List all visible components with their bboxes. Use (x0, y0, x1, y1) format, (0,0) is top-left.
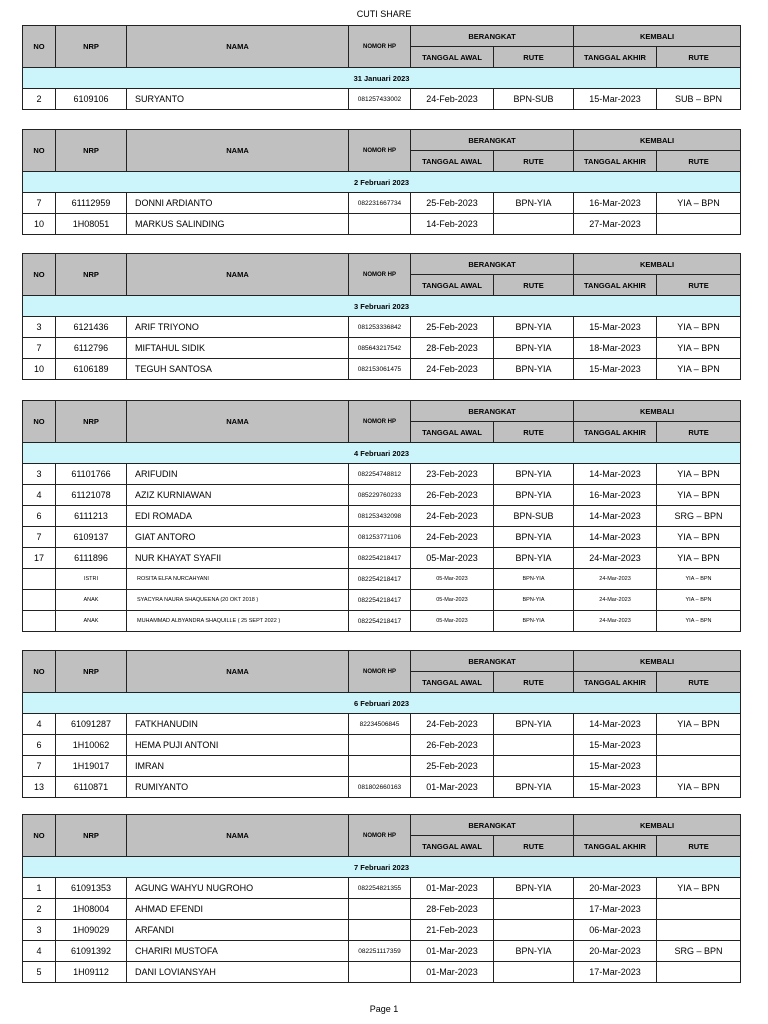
cell-tanggal-akhir: 15-Mar-2023 (574, 317, 657, 338)
header-rute-kembali: RUTE (657, 47, 741, 68)
cell-rute-berangkat: BPN-SUB (494, 506, 574, 527)
cell-nomor-hp (349, 214, 411, 235)
section-date: 2 Februari 2023 (23, 172, 741, 193)
cell-nrp: 61121078 (56, 485, 127, 506)
cell-rute-kembali (657, 735, 741, 756)
header-nrp: NRP (56, 26, 127, 68)
cell-rute-kembali: YIA – BPN (657, 317, 741, 338)
header-tanggal-awal: TANGGAL AWAL (411, 151, 494, 172)
cell-rute-kembali: YIA – BPN (657, 338, 741, 359)
header-kembali: KEMBALI (574, 815, 741, 836)
cell-rute-kembali (657, 920, 741, 941)
cell-nomor-hp: 085643217542 (349, 338, 411, 359)
cell-tanggal-awal: 01-Mar-2023 (411, 777, 494, 798)
cell-nama: AZIZ KURNIAWAN (127, 485, 349, 506)
cell-tanggal-akhir: 24-Mar-2023 (574, 590, 657, 611)
cell-tanggal-akhir: 15-Mar-2023 (574, 777, 657, 798)
header-tanggal-awal: TANGGAL AWAL (411, 836, 494, 857)
cell-nama: EDI ROMADA (127, 506, 349, 527)
cell-rute-kembali: YIA – BPN (657, 485, 741, 506)
leave-table (22, 25, 741, 110)
header-tanggal-awal: TANGGAL AWAL (411, 47, 494, 68)
header-nomor-hp: NOMOR HP (349, 651, 411, 693)
cell-rute-kembali (657, 214, 741, 235)
cell-nrp: 61091287 (56, 714, 127, 735)
header-berangkat: BERANGKAT (411, 254, 574, 275)
cell-rute-kembali (657, 756, 741, 777)
header-nomor-hp: NOMOR HP (349, 26, 411, 68)
cell-tanggal-awal: 24-Feb-2023 (411, 714, 494, 735)
cell-tanggal-akhir: 15-Mar-2023 (574, 756, 657, 777)
cell-rute-kembali: YIA – BPN (657, 527, 741, 548)
cell-tanggal-awal: 21-Feb-2023 (411, 920, 494, 941)
table-row (23, 941, 741, 962)
header-no: NO (23, 130, 56, 172)
cell-nama: HEMA PUJI ANTONI (127, 735, 349, 756)
header-berangkat: BERANGKAT (411, 130, 574, 151)
cell-tanggal-awal: 25-Feb-2023 (411, 193, 494, 214)
cell-tanggal-awal: 01-Mar-2023 (411, 941, 494, 962)
cell-no: 7 (23, 338, 56, 359)
cell-nrp: 1H19017 (56, 756, 127, 777)
cell-tanggal-awal: 28-Feb-2023 (411, 899, 494, 920)
cell-rute-kembali (657, 899, 741, 920)
header-nrp: NRP (56, 130, 127, 172)
cell-tanggal-akhir: 16-Mar-2023 (574, 485, 657, 506)
cell-nomor-hp: 82234506845 (349, 714, 411, 735)
table-row (23, 920, 741, 941)
cell-nama: MARKUS SALINDING (127, 214, 349, 235)
cell-no: 6 (23, 735, 56, 756)
cell-tanggal-awal: 05-Mar-2023 (411, 548, 494, 569)
cell-nama: SURYANTO (127, 89, 349, 110)
header-berangkat: BERANGKAT (411, 401, 574, 422)
cell-nrp: 6111896 (56, 548, 127, 569)
header-tanggal-awal: TANGGAL AWAL (411, 275, 494, 296)
table-row (23, 527, 741, 548)
cell-nama: MIFTAHUL SIDIK (127, 338, 349, 359)
cell-no: 5 (23, 962, 56, 983)
cell-rute-berangkat (494, 735, 574, 756)
cell-no (23, 569, 56, 590)
cell-nrp: 1H08004 (56, 899, 127, 920)
table-row (23, 506, 741, 527)
cell-no: 7 (23, 756, 56, 777)
section-date: 4 Februari 2023 (23, 443, 741, 464)
cell-tanggal-akhir: 24-Mar-2023 (574, 569, 657, 590)
cell-rute-berangkat: BPN-YIA (494, 338, 574, 359)
cell-nomor-hp (349, 735, 411, 756)
header-rute-berangkat: RUTE (494, 47, 574, 68)
cell-tanggal-akhir: 06-Mar-2023 (574, 920, 657, 941)
cell-no: 4 (23, 941, 56, 962)
cell-nomor-hp: 081802660163 (349, 777, 411, 798)
cell-no: 4 (23, 485, 56, 506)
table-row (23, 756, 741, 777)
header-tanggal-akhir: TANGGAL AKHIR (574, 672, 657, 693)
cell-nomor-hp (349, 756, 411, 777)
cell-rute-berangkat: BPN-YIA (494, 590, 574, 611)
family-row (23, 590, 741, 611)
cell-nrp: 61101766 (56, 464, 127, 485)
cell-rute-berangkat: BPN-YIA (494, 359, 574, 380)
section-date: 7 Februari 2023 (23, 857, 741, 878)
cell-tanggal-akhir: 15-Mar-2023 (574, 89, 657, 110)
cell-nama: CHARIRI MUSTOFA (127, 941, 349, 962)
header-no: NO (23, 26, 56, 68)
cell-nomor-hp: 082254821355 (349, 878, 411, 899)
cell-tanggal-akhir: 17-Mar-2023 (574, 899, 657, 920)
header-tanggal-akhir: TANGGAL AKHIR (574, 422, 657, 443)
cell-tanggal-akhir: 16-Mar-2023 (574, 193, 657, 214)
header-kembali: KEMBALI (574, 254, 741, 275)
cell-tanggal-awal: 26-Feb-2023 (411, 735, 494, 756)
cell-nomor-hp (349, 920, 411, 941)
family-row (23, 569, 741, 590)
cell-nrp: 61091353 (56, 878, 127, 899)
cell-tanggal-akhir: 27-Mar-2023 (574, 214, 657, 235)
cell-rute-berangkat (494, 899, 574, 920)
cell-nrp: 1H10062 (56, 735, 127, 756)
header-nama: NAMA (127, 26, 349, 68)
header-kembali: KEMBALI (574, 130, 741, 151)
cell-rute-berangkat: BPN-YIA (494, 464, 574, 485)
header-tanggal-akhir: TANGGAL AKHIR (574, 151, 657, 172)
cell-rute-kembali: YIA – BPN (657, 590, 741, 611)
cell-rute-berangkat (494, 756, 574, 777)
header-berangkat: BERANGKAT (411, 815, 574, 836)
cell-nrp: 6109137 (56, 527, 127, 548)
header-no: NO (23, 651, 56, 693)
header-nama: NAMA (127, 130, 349, 172)
cell-nama: ROSITA ELFA NURCAHYANI (127, 569, 349, 590)
cell-tanggal-awal: 14-Feb-2023 (411, 214, 494, 235)
cell-nama: DANI LOVIANSYAH (127, 962, 349, 983)
cell-rute-kembali: YIA – BPN (657, 714, 741, 735)
cell-nrp: 6112796 (56, 338, 127, 359)
cell-tanggal-awal: 25-Feb-2023 (411, 756, 494, 777)
cell-nama: RUMIYANTO (127, 777, 349, 798)
cell-tanggal-awal: 24-Feb-2023 (411, 89, 494, 110)
cell-no: 7 (23, 527, 56, 548)
header-rute-kembali: RUTE (657, 836, 741, 857)
cell-tanggal-awal: 24-Feb-2023 (411, 506, 494, 527)
cell-rute-berangkat: BPN-YIA (494, 485, 574, 506)
leave-table (22, 253, 741, 380)
header-nama: NAMA (127, 401, 349, 443)
cell-tanggal-akhir: 14-Mar-2023 (574, 506, 657, 527)
header-nama: NAMA (127, 254, 349, 296)
header-nomor-hp: NOMOR HP (349, 254, 411, 296)
header-nrp: NRP (56, 401, 127, 443)
cell-tanggal-awal: 24-Feb-2023 (411, 527, 494, 548)
header-rute-kembali: RUTE (657, 151, 741, 172)
cell-nama: ARIF TRIYONO (127, 317, 349, 338)
cell-tanggal-akhir: 14-Mar-2023 (574, 527, 657, 548)
header-rute-kembali: RUTE (657, 672, 741, 693)
header-nama: NAMA (127, 651, 349, 693)
cell-no: 3 (23, 317, 56, 338)
cell-nrp: 61091392 (56, 941, 127, 962)
header-nrp: NRP (56, 651, 127, 693)
table-row (23, 548, 741, 569)
cell-no: 3 (23, 464, 56, 485)
cell-nrp: 6121436 (56, 317, 127, 338)
cell-rute-berangkat: BPN-YIA (494, 527, 574, 548)
cell-rute-berangkat: BPN-YIA (494, 569, 574, 590)
cell-rute-kembali: YIA – BPN (657, 878, 741, 899)
cell-nrp: ANAK (56, 590, 127, 611)
cell-tanggal-awal: 25-Feb-2023 (411, 317, 494, 338)
cell-no: 17 (23, 548, 56, 569)
cell-no: 13 (23, 777, 56, 798)
cell-no (23, 611, 56, 632)
cell-nomor-hp: 082251117359 (349, 941, 411, 962)
cell-nrp: 6106189 (56, 359, 127, 380)
family-row (23, 611, 741, 632)
cell-nrp: 6109106 (56, 89, 127, 110)
table-row (23, 714, 741, 735)
header-no: NO (23, 254, 56, 296)
cell-tanggal-akhir: 14-Mar-2023 (574, 464, 657, 485)
header-kembali: KEMBALI (574, 651, 741, 672)
cell-nomor-hp: 081257433002 (349, 89, 411, 110)
table-row (23, 735, 741, 756)
table-row (23, 962, 741, 983)
cell-nomor-hp: 082254218417 (349, 611, 411, 632)
leave-table (22, 400, 741, 632)
cell-nrp: ANAK (56, 611, 127, 632)
header-rute-kembali: RUTE (657, 422, 741, 443)
cell-rute-kembali: YIA – BPN (657, 777, 741, 798)
cell-tanggal-akhir: 20-Mar-2023 (574, 878, 657, 899)
header-nama: NAMA (127, 815, 349, 857)
table-row (23, 464, 741, 485)
cell-rute-kembali: SRG – BPN (657, 941, 741, 962)
cell-nrp: 6110871 (56, 777, 127, 798)
cell-nomor-hp: 082254218417 (349, 548, 411, 569)
cell-nrp: 1H08051 (56, 214, 127, 235)
table-row (23, 193, 741, 214)
header-rute-berangkat: RUTE (494, 422, 574, 443)
table-row (23, 485, 741, 506)
header-tanggal-awal: TANGGAL AWAL (411, 672, 494, 693)
cell-rute-berangkat: BPN-YIA (494, 777, 574, 798)
cell-nama: GIAT ANTORO (127, 527, 349, 548)
header-rute-kembali: RUTE (657, 275, 741, 296)
cell-nama: IMRAN (127, 756, 349, 777)
cell-no: 4 (23, 714, 56, 735)
cell-nomor-hp: 082153061475 (349, 359, 411, 380)
cell-rute-berangkat: BPN-YIA (494, 548, 574, 569)
cell-tanggal-awal: 01-Mar-2023 (411, 878, 494, 899)
cell-rute-berangkat: BPN-YIA (494, 193, 574, 214)
cell-rute-berangkat (494, 214, 574, 235)
cell-rute-kembali (657, 962, 741, 983)
table-row (23, 89, 741, 110)
cell-nrp: 1H09029 (56, 920, 127, 941)
cell-rute-berangkat: BPN-YIA (494, 714, 574, 735)
cell-rute-kembali: YIA – BPN (657, 611, 741, 632)
section-date: 31 Januari 2023 (23, 68, 741, 89)
table-row (23, 899, 741, 920)
table-row (23, 777, 741, 798)
cell-no: 2 (23, 89, 56, 110)
table-row (23, 214, 741, 235)
cell-nama: NUR KHAYAT SYAFII (127, 548, 349, 569)
header-kembali: KEMBALI (574, 401, 741, 422)
cell-nrp: ISTRI (56, 569, 127, 590)
cell-nama: SYACYRA NAURA SHAQUEENA (20 OKT 2018 ) (127, 590, 349, 611)
cell-rute-kembali: YIA – BPN (657, 359, 741, 380)
cell-nrp: 1H09112 (56, 962, 127, 983)
cell-no: 3 (23, 920, 56, 941)
header-tanggal-akhir: TANGGAL AKHIR (574, 47, 657, 68)
header-nrp: NRP (56, 815, 127, 857)
header-no: NO (23, 401, 56, 443)
cell-rute-kembali: SRG – BPN (657, 506, 741, 527)
cell-nomor-hp: 081253771106 (349, 527, 411, 548)
cell-rute-berangkat: BPN-YIA (494, 317, 574, 338)
document-title: CUTI SHARE (356, 9, 412, 19)
cell-nomor-hp: 082254218417 (349, 590, 411, 611)
cell-no: 7 (23, 193, 56, 214)
cell-rute-berangkat: BPN-YIA (494, 941, 574, 962)
cell-tanggal-awal: 01-Mar-2023 (411, 962, 494, 983)
cell-tanggal-akhir: 20-Mar-2023 (574, 941, 657, 962)
cell-rute-berangkat (494, 920, 574, 941)
section-date: 6 Februari 2023 (23, 693, 741, 714)
cell-no: 10 (23, 214, 56, 235)
cell-tanggal-akhir: 18-Mar-2023 (574, 338, 657, 359)
header-rute-berangkat: RUTE (494, 672, 574, 693)
cell-tanggal-awal: 24-Feb-2023 (411, 359, 494, 380)
header-nomor-hp: NOMOR HP (349, 130, 411, 172)
cell-no: 6 (23, 506, 56, 527)
cell-rute-kembali: YIA – BPN (657, 193, 741, 214)
cell-nama: FATKHANUDIN (127, 714, 349, 735)
cell-nomor-hp: 082231667734 (349, 193, 411, 214)
cell-tanggal-akhir: 14-Mar-2023 (574, 714, 657, 735)
cell-tanggal-awal: 05-Mar-2023 (411, 569, 494, 590)
cell-tanggal-awal: 05-Mar-2023 (411, 611, 494, 632)
cell-tanggal-akhir: 15-Mar-2023 (574, 735, 657, 756)
cell-rute-berangkat (494, 962, 574, 983)
table-row (23, 359, 741, 380)
header-tanggal-awal: TANGGAL AWAL (411, 422, 494, 443)
cell-nama: DONNI ARDIANTO (127, 193, 349, 214)
cell-tanggal-awal: 26-Feb-2023 (411, 485, 494, 506)
cell-no: 10 (23, 359, 56, 380)
leave-table (22, 129, 741, 235)
header-tanggal-akhir: TANGGAL AKHIR (574, 836, 657, 857)
cell-nomor-hp: 081253336842 (349, 317, 411, 338)
cell-nama: AHMAD EFENDI (127, 899, 349, 920)
section-date: 3 Februari 2023 (23, 296, 741, 317)
table-row (23, 317, 741, 338)
cell-no: 1 (23, 878, 56, 899)
header-nomor-hp: NOMOR HP (349, 401, 411, 443)
cell-tanggal-akhir: 17-Mar-2023 (574, 962, 657, 983)
cell-rute-berangkat: BPN-YIA (494, 878, 574, 899)
cell-nomor-hp (349, 962, 411, 983)
cell-rute-berangkat: BPN-YIA (494, 611, 574, 632)
leave-table (22, 650, 741, 798)
cell-rute-kembali: YIA – BPN (657, 464, 741, 485)
cell-rute-kembali: YIA – BPN (657, 569, 741, 590)
header-rute-berangkat: RUTE (494, 151, 574, 172)
header-kembali: KEMBALI (574, 26, 741, 47)
cell-tanggal-akhir: 24-Mar-2023 (574, 548, 657, 569)
header-nomor-hp: NOMOR HP (349, 815, 411, 857)
cell-nama: TEGUH SANTOSA (127, 359, 349, 380)
header-berangkat: BERANGKAT (411, 26, 574, 47)
header-berangkat: BERANGKAT (411, 651, 574, 672)
cell-no (23, 590, 56, 611)
cell-nomor-hp: 081253432098 (349, 506, 411, 527)
cell-nama: AGUNG WAHYU NUGROHO (127, 878, 349, 899)
table-row (23, 878, 741, 899)
header-tanggal-akhir: TANGGAL AKHIR (574, 275, 657, 296)
cell-tanggal-akhir: 15-Mar-2023 (574, 359, 657, 380)
cell-no: 2 (23, 899, 56, 920)
cell-tanggal-awal: 05-Mar-2023 (411, 590, 494, 611)
cell-rute-kembali: SUB – BPN (657, 89, 741, 110)
cell-nomor-hp: 082254218417 (349, 569, 411, 590)
header-rute-berangkat: RUTE (494, 836, 574, 857)
leave-table (22, 814, 741, 983)
cell-nrp: 6111213 (56, 506, 127, 527)
cell-rute-kembali: YIA – BPN (657, 548, 741, 569)
cell-nama: ARIFUDIN (127, 464, 349, 485)
cell-tanggal-awal: 23-Feb-2023 (411, 464, 494, 485)
cell-nama: MUHAMMAD ALBYANDRA SHAQUILLE ( 25 SEPT 2022 ) (127, 611, 349, 632)
cell-nomor-hp (349, 899, 411, 920)
cell-rute-berangkat: BPN-SUB (494, 89, 574, 110)
table-row (23, 338, 741, 359)
cell-tanggal-akhir: 24-Mar-2023 (574, 611, 657, 632)
header-nrp: NRP (56, 254, 127, 296)
page-number: Page 1 (369, 1004, 399, 1014)
cell-tanggal-awal: 28-Feb-2023 (411, 338, 494, 359)
cell-nomor-hp: 085229760233 (349, 485, 411, 506)
cell-nomor-hp: 082254748812 (349, 464, 411, 485)
header-rute-berangkat: RUTE (494, 275, 574, 296)
header-no: NO (23, 815, 56, 857)
cell-nrp: 61112959 (56, 193, 127, 214)
cell-nama: ARFANDI (127, 920, 349, 941)
